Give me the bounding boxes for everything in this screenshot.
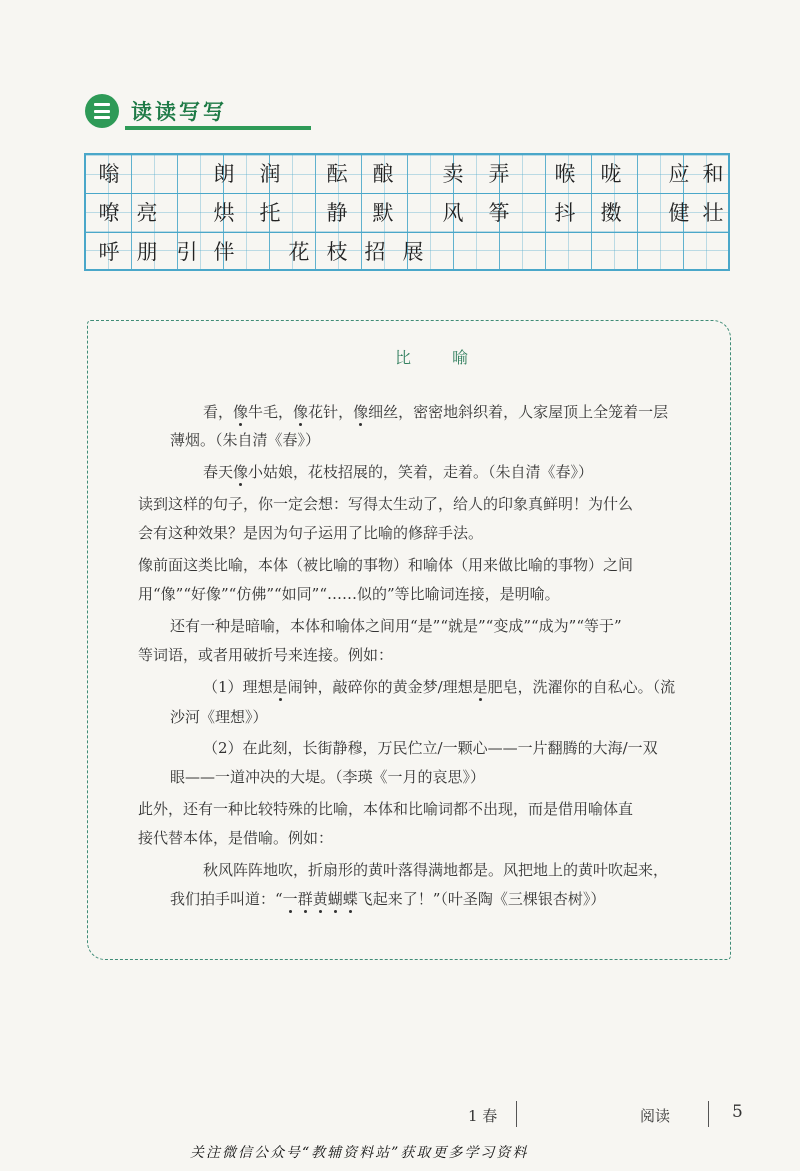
grid-cell: 和 [702,162,724,186]
emphasis-char: 是 [272,678,288,696]
emphasis-char: 群 [297,890,313,908]
emphasis-char: 蝴 [327,890,343,908]
explanation-line-3: 像前面这类比喻，本体（被比喻的事物）和喻体（用来做比喻的事物）之间 [138,556,634,574]
emphasis-char: 像 [353,403,369,421]
text: 飞起来了！”（叶圣陶《三棵银杏树》） [357,890,606,908]
grid-cell: 润 [259,162,281,186]
text: 花针， [308,403,354,421]
grid-cell: 枝 [326,240,348,264]
text: 细丝，密密地斜织着，人家屋顶上全笼着一层 [368,403,669,421]
vocabulary-grid [84,153,730,271]
text: 小姑娘，花枝招展的，笑着，走着。（朱自清《春》） [248,463,594,481]
explanation-line-1: 读到这样的句子，你一定会想：写得太生动了，给人的印象真鲜明！为什么 [138,495,634,513]
explanation-line-4: 用“像”“好像”“仿佛”“如同”“……似的”等比喻词连接，是明喻。 [138,585,560,603]
emphasis-char: 是 [472,678,488,696]
grid-cell: 卖 [442,162,464,186]
grid-cell: 亮 [136,201,158,225]
text: 牛毛， [248,403,294,421]
example-3-line-1: 秋风阵阵地吹，折扇形的黄叶落得满地都是。风把地上的黄叶吹起来， [203,861,669,879]
text: 闹钟，敲碎你的黄金梦/理想 [287,678,473,696]
grid-cell: 花 [288,240,310,264]
explanation-line-2: 会有这种效果？是因为句子运用了比喻的修辞手法。 [138,524,484,542]
text: 肥皂，洗濯你的自私心。（流 [487,678,676,696]
section-header [85,90,235,140]
grid-cell: 擞 [600,201,622,225]
grid-cell: 托 [259,201,281,225]
emphasis-char: 黄 [312,890,328,908]
grid-cell: 烘 [213,201,235,225]
grid-cell: 喉 [554,162,576,186]
grid-cell: 风 [442,201,464,225]
text: （1）理想 [203,678,273,696]
explanation-line-7: 此外，还有一种比较特殊的比喻，本体和比喻词都不出现，而是借用喻体直 [138,800,634,818]
grid-cell: 嘹 [98,201,120,225]
section-title: 读读写写 [131,100,227,124]
grid-cell: 抖 [554,201,576,225]
grid-cell: 展 [402,240,424,264]
grid-row-2 [86,194,728,232]
grid-cell: 应 [668,162,690,186]
watermark: 关注微信公众号“教辅资料站”获取更多学习资料 [190,1145,529,1161]
text: 我们拍手叫道：“ [170,890,283,908]
text: 春天 [203,463,234,481]
emphasis-char: 像 [233,463,249,481]
grid-cell: 筝 [488,201,510,225]
example-1-line-1 [203,675,675,700]
explanation-line-5: 还有一种是暗喻，本体和喻体之间用“是”“就是”“变成”“成为”“等于” [170,617,622,635]
grid-cell: 咙 [600,162,622,186]
three-bars-icon [94,103,110,119]
grid-cell: 伴 [213,240,235,264]
section-number-badge [85,94,119,128]
example-line-3 [203,460,593,485]
grid-cell: 酿 [372,162,394,186]
grid-cell: 呼 [98,240,120,264]
explanation-line-8: 接代替本体，是借喻。例如： [138,829,334,847]
box-title: 比 喻 [395,348,487,367]
example-2-line-1: （2）在此刻，长街静穆，万民伫立/一颗心——一片翻腾的大海/一双 [203,739,658,757]
grid-cell: 引 [176,240,198,264]
grid-cell: 嗡 [98,162,120,186]
example-line-2: 薄烟。（朱自清《春》） [170,431,321,449]
grid-row-1 [86,155,728,193]
grid-cell: 健 [668,201,690,225]
emphasis-char: 像 [233,403,249,421]
explanation-line-6: 等词语，或者用破折号来连接。例如： [138,646,394,664]
footer-divider [516,1101,517,1127]
emphasis-char: 蝶 [342,890,358,908]
text: 看， [203,403,234,421]
page-number: 5 [732,1102,743,1122]
grid-cell: 静 [326,201,348,225]
example-1-line-2: 沙河《理想》） [170,708,268,726]
grid-cell: 朋 [136,240,158,264]
emphasis-char: 一 [282,890,298,908]
grid-cell: 默 [372,201,394,225]
grid-cell: 朗 [213,162,235,186]
grid-cell: 弄 [488,162,510,186]
grid-cell: 招 [364,240,386,264]
grid-cell: 壮 [702,201,724,225]
example-2-line-2: 眼——一道冲决的大堤。（李瑛《一月的哀思》） [170,768,486,786]
footer-divider [708,1101,709,1127]
grid-row-3 [86,233,728,271]
footer-lesson: 1 春 [468,1107,498,1125]
footer-section: 阅读 [640,1107,671,1125]
example-3-line-2 [170,887,605,912]
emphasis-char: 像 [293,403,309,421]
grid-cell: 酝 [326,162,348,186]
example-line-1 [203,400,668,425]
section-underline [125,126,311,130]
